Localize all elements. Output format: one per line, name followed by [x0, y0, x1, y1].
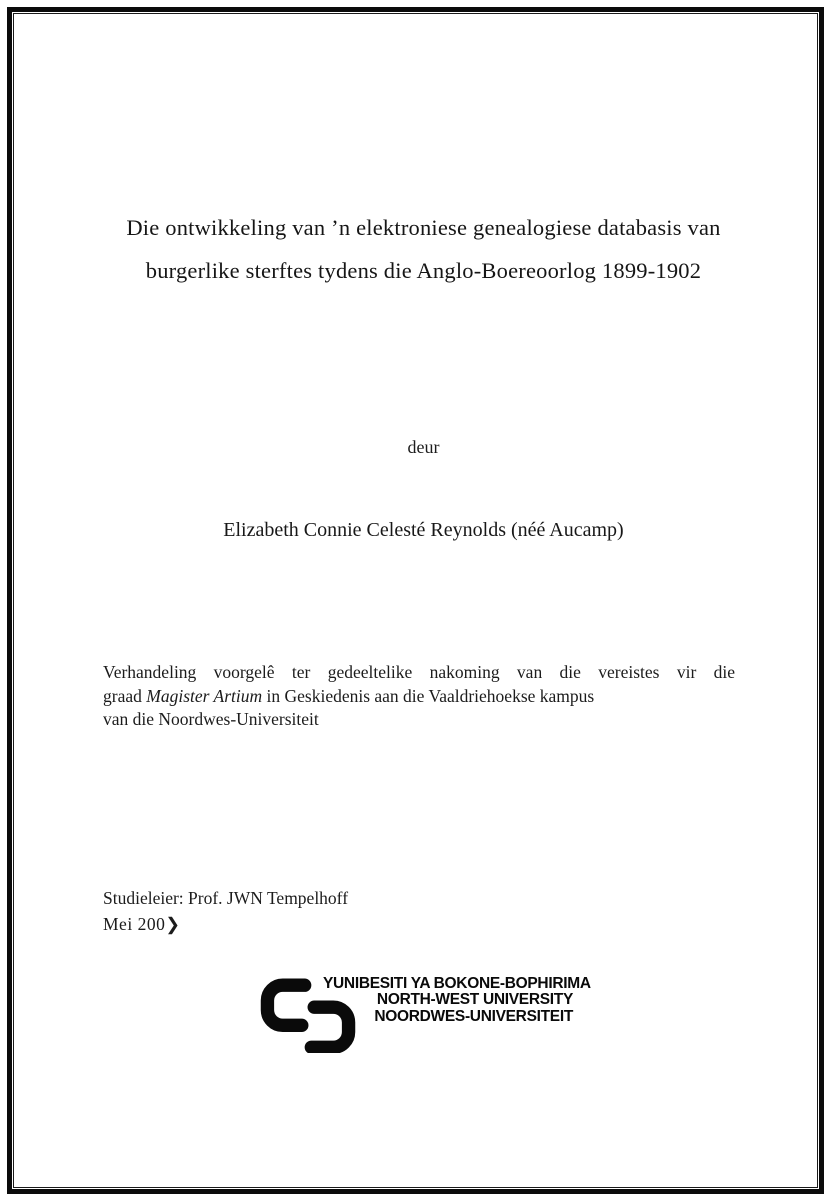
- degree-name: Magister Artium: [146, 685, 263, 706]
- submission-line-1: Verhandeling voorgelê ter gedeeltelike nakoming van die vereistes vir die: [103, 662, 735, 682]
- university-logo: [253, 969, 591, 1055]
- submission-statement: [103, 661, 735, 732]
- byline-label: deur: [407, 437, 440, 457]
- university-logo-text: [323, 975, 591, 1025]
- submission-line-2-suffix: in Geskiedenis aan die Vaaldriehoekse kampus: [262, 685, 595, 706]
- logo-text-setswana: YUNIBESITI YA BOKONE-BOPHIRIMA: [323, 975, 591, 992]
- supervisor-line: Studieleier: Prof. JWN Tempelhoff: [103, 888, 349, 908]
- logo-text-afrikaans: NOORDWES-UNIVERSITEIT: [374, 1007, 573, 1025]
- thesis-title-line-2: burgerlike sterftes tydens die Anglo-Boereoorlog 1899-1902: [145, 258, 702, 283]
- thesis-title-line-1: Die ontwikkeling van ’n elektroniese genealogiese databasis van: [126, 215, 721, 240]
- submission-line-2-prefix: graad: [103, 685, 147, 706]
- supervisor-block: [103, 885, 348, 937]
- submission-line-3: van die Noordwes-Universiteit: [103, 709, 319, 729]
- logo-text-english: NORTH-WEST UNIVERSITY: [376, 991, 573, 1009]
- author-name: Elizabeth Connie Celesté Reynolds (néé Aucamp): [223, 519, 624, 541]
- submission-line-2: [103, 685, 735, 709]
- date-line: Mei 200❯: [103, 914, 181, 934]
- thesis-title: [0, 206, 831, 292]
